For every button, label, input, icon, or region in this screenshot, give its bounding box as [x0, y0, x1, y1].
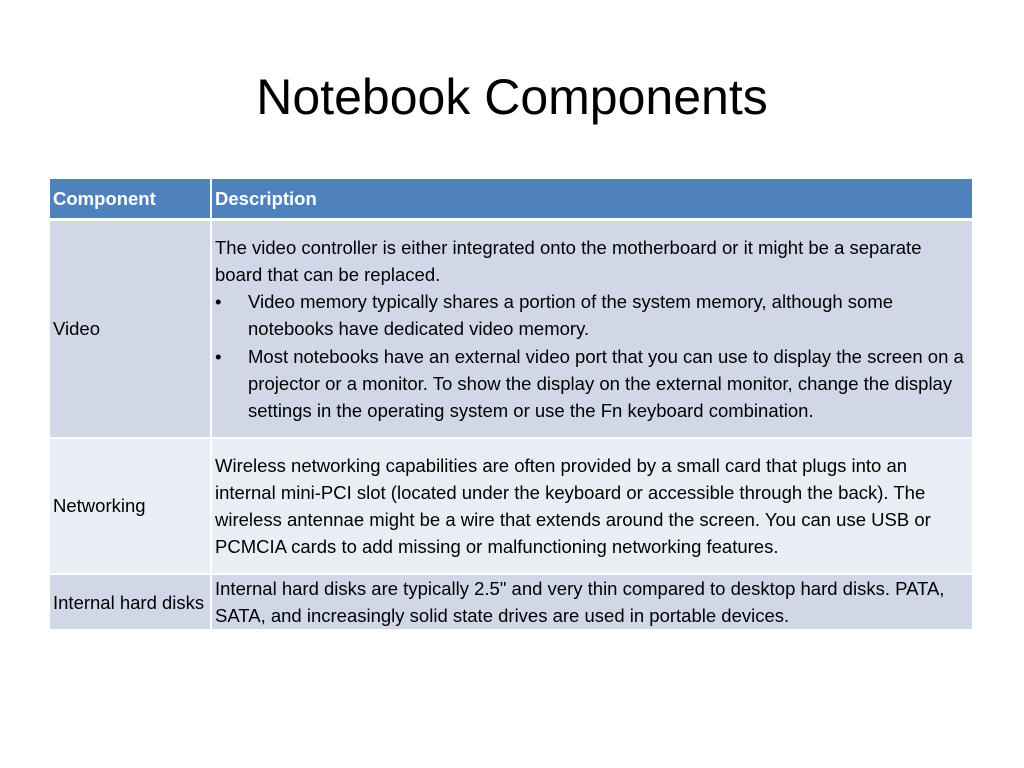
header-description: Description — [211, 179, 973, 220]
slide-title: Notebook Components — [256, 69, 768, 125]
cell-component-networking: Networking — [50, 438, 211, 574]
bullet-icon: • — [215, 345, 222, 367]
cell-description-video — [211, 220, 973, 439]
video-description-text: The video controller is either integrated onto the motherboard or it might be a separate board that can be replaced. — [215, 236, 922, 285]
bullet-icon: • — [215, 291, 222, 313]
components-table — [50, 179, 974, 631]
cell-description-networking — [211, 438, 973, 574]
table-header-row — [50, 179, 973, 220]
cell-description-internal-hard-disks — [211, 574, 973, 630]
networking-description-text: Wireless networking capabilities are often provided by a small card that plugs into an internal mini-PCI slot (located under the keyboard or accessible through the back). The wireless antennae might be a wire that extends around the screen. You can use USB or PCMCIA cards to add missing or malfunctioning networking features. — [215, 454, 931, 558]
header-component: Component — [50, 179, 211, 220]
table-row-networking — [50, 438, 973, 574]
cell-component-internal-hard-disks: Internal hard disks — [50, 574, 211, 630]
video-bullet-list — [215, 288, 969, 424]
cell-component-video: Video — [50, 220, 211, 439]
hard-disks-description-text: Internal hard disks are typically 2.5" and very thin compared to desktop hard disks. PATA, SATA, and increasingly solid state drives are used in portable devices. — [215, 578, 945, 627]
bullet-text: Most notebooks have an external video port that you can use to display the screen on a projector or a monitor. To show the display on the external monitor, change the display settings in the operating system or use the Fn keyboard combination. — [248, 345, 964, 421]
list-item — [215, 343, 969, 425]
list-item — [215, 288, 969, 342]
bullet-text: Video memory typically shares a portion of the system memory, although some notebooks have dedicated video memory. — [248, 291, 894, 340]
table-row-internal-hard-disks — [50, 574, 973, 630]
table-row-video — [50, 220, 973, 439]
